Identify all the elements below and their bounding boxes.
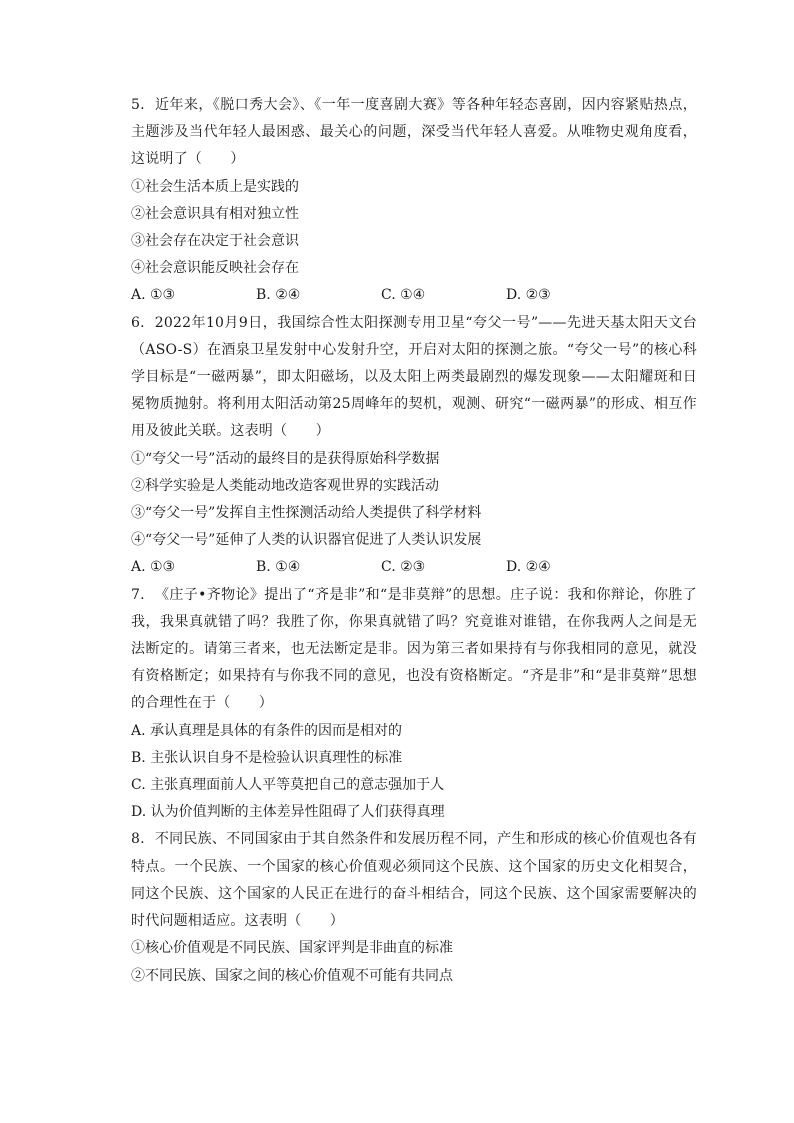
- question-stem: [131, 92, 697, 174]
- statement-item: ①社会生活本质上是实践的: [131, 178, 299, 195]
- question-number: 5.: [131, 97, 145, 113]
- answer-option-c: C. ①④: [381, 287, 426, 304]
- answer-option-c: C. 主张真理面前人人平等莫把自己的意志强加于人: [131, 777, 445, 794]
- answer-options: [131, 554, 697, 581]
- answer-option-b: B. 主张认识自身不是检验认识真理性的标准: [131, 749, 403, 766]
- statement-item: ③社会存在决定于社会意识: [131, 233, 299, 250]
- question-7: [131, 582, 697, 827]
- answer-option-a: A. ①③: [131, 287, 176, 304]
- answer-option-d: D. ②④: [506, 559, 551, 576]
- statement-item: ②社会意识具有相对独立性: [131, 205, 299, 222]
- answer-option-b: B. ①④: [256, 559, 301, 576]
- statement-item: ④社会意识能反映社会存在: [131, 260, 299, 277]
- answer-option-d: D. 认为价值判断的主体差异性阻碍了人们获得真理: [131, 804, 445, 821]
- answer-option-a: A. 承认真理是具体的有条件的因而是相对的: [131, 722, 403, 739]
- statement-item: ②不同民族、国家之间的核心价值观不可能有共同点: [131, 967, 453, 984]
- question-8: [131, 826, 697, 989]
- question-number: 6.: [131, 314, 145, 331]
- question-text: 不同民族、不同国家由于其自然条件和发展历程不同，产生和形成的核心价值观也各有特点。一个民族、一个国家的核心价值观必须同这个民族、这个国家的历史文化相契合，同这个民族、这个国家的人民正在进行的奋斗相结合，同这个民族、这个国家需要解决的时代问题相适应。这表明（ ）: [131, 831, 697, 930]
- answer-option-d: D. ②③: [506, 287, 551, 304]
- question-stem: [131, 310, 697, 446]
- question-stem: [131, 582, 697, 718]
- answer-options: [131, 282, 697, 309]
- question-text: 2022年10月9日，我国综合性太阳探测专用卫星“夸父一号”——先进天基太阳天文台（ASO-S）在酒泉卫星发射中心发射升空，开启对太阳的探测之旅。“夸父一号”的核心科学目标是“一磁两暴”，即太阳磁场，以及太阳上两类最剧烈的爆发现象——太阳耀斑和日冕物质抛射。将利用太阳活动第25周峰年的契机，观测、研究“一磁两暴”的形成、相互作用及彼此关联。这表明（ ）: [131, 314, 697, 440]
- answer-option-a: A. ①③: [131, 559, 176, 576]
- answer-option-c: C. ②③: [381, 559, 426, 576]
- statement-item: ③“夸父一号”发挥自主性探测活动给人类提供了科学材料: [131, 505, 482, 522]
- question-text: 近年来，《脱口秀大会》、《一年一度喜剧大赛》等各种年轻态喜剧，因内容紧贴热点，主题涉及当代年轻人最困惑、最关心的问题，深受当代年轻人喜爱。从唯物史观角度看，这说明了（ ）: [131, 97, 697, 168]
- question-number: 7.: [131, 586, 145, 603]
- question-5: [131, 92, 697, 310]
- statement-item: ①“夸父一号”活动的最终目的是获得原始科学数据: [131, 450, 440, 467]
- statement-item: ④“夸父一号”延伸了人类的认识器官促进了人类认识发展: [131, 532, 482, 549]
- question-stem: [131, 826, 697, 935]
- question-text: 《庄子•齐物论》提出了“齐是非”和“是非莫辩”的思想。庄子说：我和你辩论，你胜了我，我果真就错了吗？我胜了你，你果真就错了吗？究竟谁对谁错，在你我两人之间是无法断定的。请第三者来，也无法断定是非。因为第三者如果持有与你我相同的意见，就没有资格断定；如果持有与你我不同的意见，也没有资格断定。“齐是非”和“是非莫辩”思想的合理性在于（ ）: [131, 586, 697, 712]
- statement-item: ②科学实验是人类能动地改造客观世界的实践活动: [131, 477, 439, 494]
- exam-page: [131, 92, 697, 990]
- statement-item: ①核心价值观是不同民族、国家评判是非曲直的标准: [131, 940, 453, 957]
- question-6: [131, 310, 697, 582]
- answer-option-b: B. ②④: [256, 287, 301, 304]
- question-number: 8.: [131, 831, 145, 848]
